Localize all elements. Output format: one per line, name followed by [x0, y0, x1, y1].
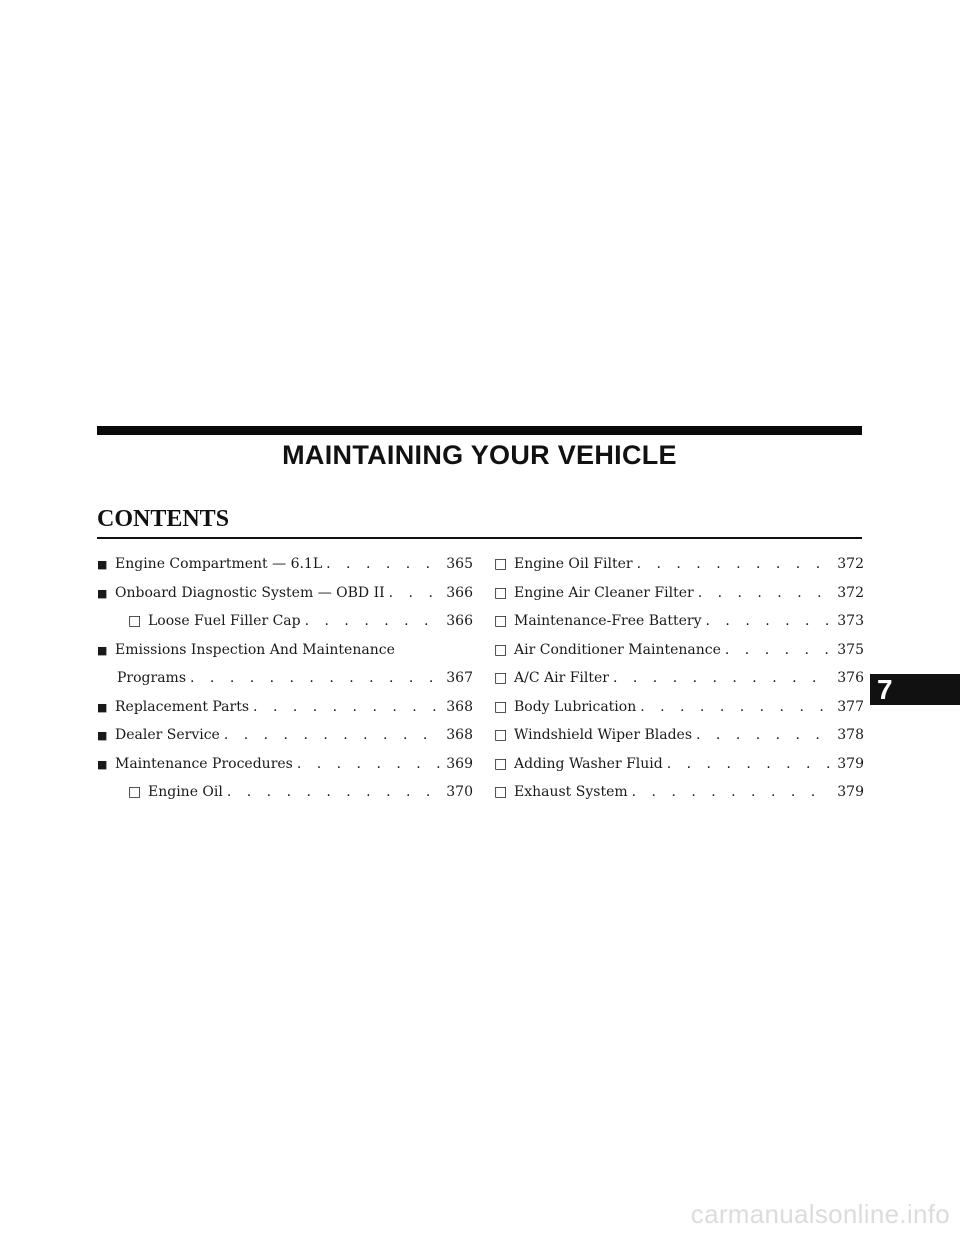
- toc-entry-maintenance-procedures[interactable]: [97, 756, 473, 785]
- dot-leader: [698, 585, 832, 602]
- dot-leader: [725, 642, 831, 659]
- toc-entry-label: Body Lubrication: [514, 698, 637, 715]
- hollow-square-bullet-icon: □: [494, 784, 508, 800]
- dot-leader: [696, 727, 831, 744]
- dot-leader: [224, 727, 440, 744]
- toc-entry-air-conditioner-maintenance[interactable]: [494, 642, 864, 671]
- toc-entry-engine-oil-filter[interactable]: [494, 556, 864, 585]
- toc-entry-label-continued: Programs: [117, 670, 187, 686]
- toc-page-number: 368: [446, 727, 473, 743]
- toc-entry-loose-fuel-filler-cap[interactable]: [97, 613, 473, 642]
- hollow-square-bullet-icon: □: [494, 584, 508, 601]
- dot-leader: [305, 613, 441, 630]
- chapter-tab-number: 7: [877, 674, 893, 705]
- toc-page-number: 366: [446, 613, 473, 629]
- contents-heading: CONTENTS: [97, 506, 230, 532]
- toc-entry-label: Onboard Diagnostic System — OBD II: [115, 584, 385, 601]
- toc-entry-label: Maintenance-Free Battery: [514, 613, 702, 629]
- toc-entry-label: Maintenance Procedures: [115, 755, 293, 772]
- toc-page-number: 369: [446, 755, 473, 772]
- toc-entry-label: Exhaust System: [514, 784, 628, 800]
- toc-page-number: 376: [837, 670, 864, 686]
- toc-page-number: 373: [837, 613, 864, 629]
- dot-leader: [706, 613, 832, 630]
- dot-leader: [326, 556, 440, 573]
- hollow-square-bullet-icon: □: [494, 698, 508, 715]
- toc-entry-label: Engine Oil: [148, 784, 223, 800]
- hollow-square-bullet-icon: □: [494, 556, 508, 572]
- contents-left-column: [97, 556, 473, 813]
- toc-entry-exhaust-system[interactable]: [494, 784, 864, 813]
- toc-page-number: 365: [446, 556, 473, 572]
- toc-entry-maintenance-free-battery[interactable]: [494, 613, 864, 642]
- hollow-square-bullet-icon: □: [494, 670, 508, 686]
- toc-page-number: 367: [446, 670, 473, 686]
- filled-square-bullet-icon: ■: [97, 643, 108, 657]
- toc-entry-onboard-diagnostic[interactable]: [97, 585, 473, 614]
- toc-entry-windshield-wiper-blades[interactable]: [494, 727, 864, 756]
- toc-entry-label: Air Conditioner Maintenance: [514, 641, 721, 658]
- toc-entry-engine-air-cleaner-filter[interactable]: [494, 585, 864, 614]
- toc-page-number: 372: [837, 556, 864, 572]
- hollow-square-bullet-icon: □: [128, 613, 142, 629]
- toc-page-number: 372: [837, 584, 864, 601]
- toc-entry-label: Adding Washer Fluid: [514, 755, 663, 772]
- toc-entry-label: Replacement Parts: [115, 698, 250, 715]
- toc-entry-engine-compartment[interactable]: [97, 556, 473, 585]
- dot-leader: [637, 556, 832, 573]
- hollow-square-bullet-icon: □: [128, 784, 142, 800]
- toc-entry-emissions-inspection[interactable]: [97, 642, 473, 699]
- watermark: carmanualsonline.info: [690, 1199, 950, 1229]
- hollow-square-bullet-icon: □: [494, 727, 508, 743]
- chapter-top-rule: [97, 426, 862, 435]
- dot-leader: [253, 699, 440, 716]
- toc-entry-label: A/C Air Filter: [514, 670, 609, 686]
- toc-entry-body-lubrication[interactable]: [494, 699, 864, 728]
- contents-divider: [97, 537, 862, 539]
- toc-entry-label: Windshield Wiper Blades: [514, 727, 693, 743]
- toc-page-number: 379: [837, 784, 864, 800]
- toc-entry-ac-air-filter[interactable]: [494, 670, 864, 699]
- dot-leader: [640, 699, 831, 716]
- chapter-tab: [870, 674, 960, 705]
- toc-entry-label: Engine Air Cleaner Filter: [514, 584, 694, 601]
- toc-page-number: 368: [446, 698, 473, 715]
- filled-square-bullet-icon: ■: [97, 757, 108, 771]
- dot-leader: [227, 784, 440, 801]
- toc-page-number: 366: [446, 584, 473, 601]
- toc-page-number: 377: [837, 698, 864, 715]
- dot-leader: [190, 670, 440, 687]
- toc-entry-adding-washer-fluid[interactable]: [494, 756, 864, 785]
- toc-entry-engine-oil[interactable]: [97, 784, 473, 813]
- toc-entry-label: Loose Fuel Filler Cap: [148, 613, 301, 629]
- toc-entry-replacement-parts[interactable]: [97, 699, 473, 728]
- dot-leader: [297, 756, 440, 773]
- filled-square-bullet-icon: ■: [97, 729, 108, 742]
- dot-leader: [632, 784, 832, 801]
- contents-right-column: [494, 556, 864, 813]
- toc-entry-label: Engine Oil Filter: [514, 556, 633, 572]
- filled-square-bullet-icon: ■: [97, 558, 108, 571]
- filled-square-bullet-icon: ■: [97, 586, 108, 600]
- chapter-title: MAINTAINING YOUR VEHICLE: [282, 440, 677, 470]
- dot-leader: [389, 585, 441, 602]
- toc-entry-label: Engine Compartment — 6.1L: [115, 556, 323, 572]
- filled-square-bullet-icon: ■: [97, 700, 108, 714]
- dot-leader: [613, 670, 831, 687]
- toc-entry-label: Emissions Inspection And Maintenance: [115, 641, 395, 658]
- toc-page-number: 370: [446, 784, 473, 800]
- hollow-square-bullet-icon: □: [494, 641, 508, 658]
- toc-page-number: 379: [837, 755, 864, 772]
- toc-page-number: 375: [837, 641, 864, 658]
- hollow-square-bullet-icon: □: [494, 613, 508, 629]
- toc-page-number: 378: [837, 727, 864, 743]
- dot-leader: [667, 756, 832, 773]
- hollow-square-bullet-icon: □: [494, 755, 508, 772]
- toc-entry-label: Dealer Service: [115, 727, 220, 743]
- toc-entry-dealer-service[interactable]: [97, 727, 473, 756]
